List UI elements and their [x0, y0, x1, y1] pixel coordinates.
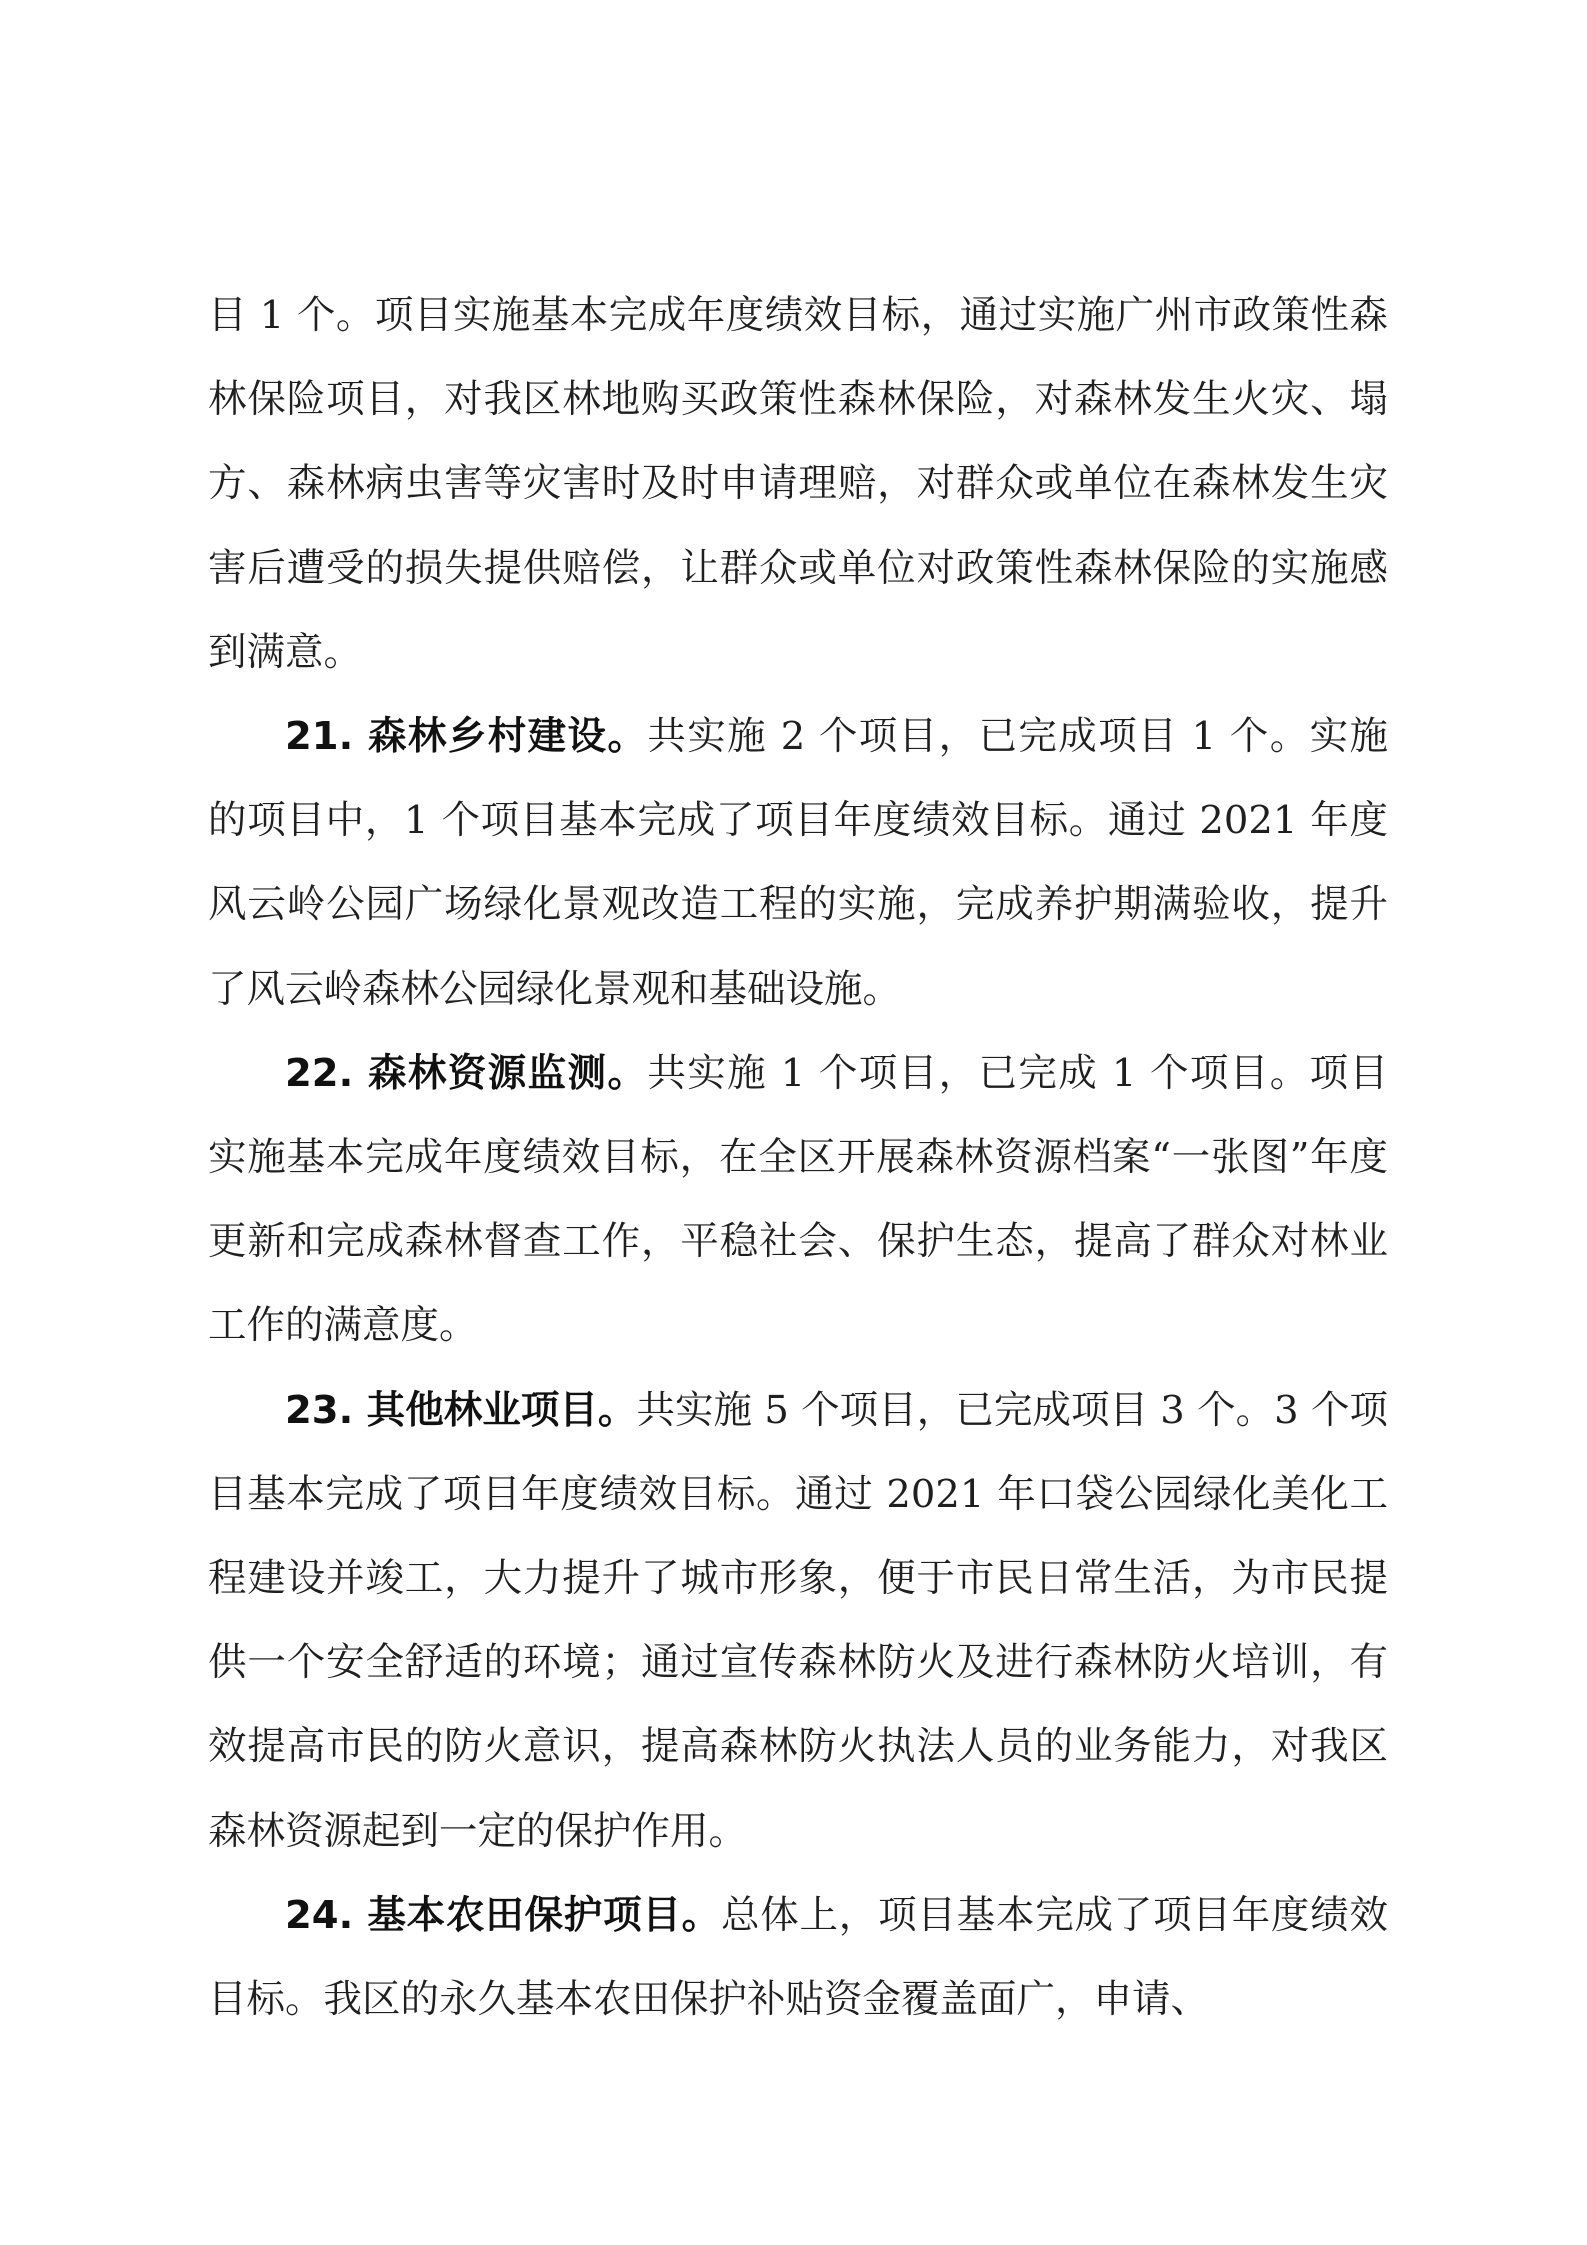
paragraph-forest-insurance-continued [208, 274, 1388, 695]
paragraph-text: 共实施 5 个项目，已完成项目 3 个。3 个项目基本完成了项目年度绩效目标。通过 2021 年口袋公园绿化美化工程建设并竣工，大力提升了城市形象，便于市民日常生活，为市民提供一个安全舒适的环境；通过宣传森林防火及进行森林防火培训，有效提高市民的防火意识，提高森林防火执法人员的业务能力，对我区森林资源起到一定的保护作用。 [208, 1387, 1388, 1854]
paragraph-text: 目 1 个。项目实施基本完成年度绩效目标，通过实施广州市政策性森林保险项目，对我区林地购买政策性森林保险，对森林发生火灾、塌方、森林病虫害等灾害时及时申请理赔，对群众或单位在森林发生灾害后遭受的损失提供赔偿，让群众或单位对政策性森林保险的实施感到满意。 [208, 293, 1388, 675]
paragraph-item-22 [208, 1032, 1388, 1369]
paragraph-item-23 [208, 1369, 1388, 1874]
paragraph-text: 总体上，项目基本完成了项目年度绩效目标。我区的永久基本农田保护补贴资金覆盖面广，申请、 [208, 1892, 1388, 2023]
document-page [208, 274, 1388, 2042]
item-23-heading: 23. 其他林业项目。 [285, 1387, 637, 1433]
item-21-heading: 21. 森林乡村建设。 [285, 714, 648, 760]
paragraph-text: 共实施 2 个项目，已完成项目 1 个。实施的项目中，1 个项目基本完成了项目年度绩效目标。通过 2021 年度风云岭公园广场绿化景观改造工程的实施，完成养护期满验收，提升了风云岭森林公园绿化景观和基础设施。 [208, 714, 1388, 1012]
paragraph-item-24 [208, 1874, 1388, 2042]
paragraph-item-21 [208, 695, 1388, 1032]
paragraph-text: 共实施 1 个项目，已完成 1 个项目。项目实施基本完成年度绩效目标，在全区开展森林资源档案“一张图”年度更新和完成森林督查工作，平稳社会、保护生态，提高了群众对林业工作的满意度。 [208, 1050, 1388, 1349]
item-24-heading: 24. 基本农田保护项目。 [285, 1892, 721, 1938]
item-22-heading: 22. 森林资源监测。 [285, 1050, 648, 1096]
